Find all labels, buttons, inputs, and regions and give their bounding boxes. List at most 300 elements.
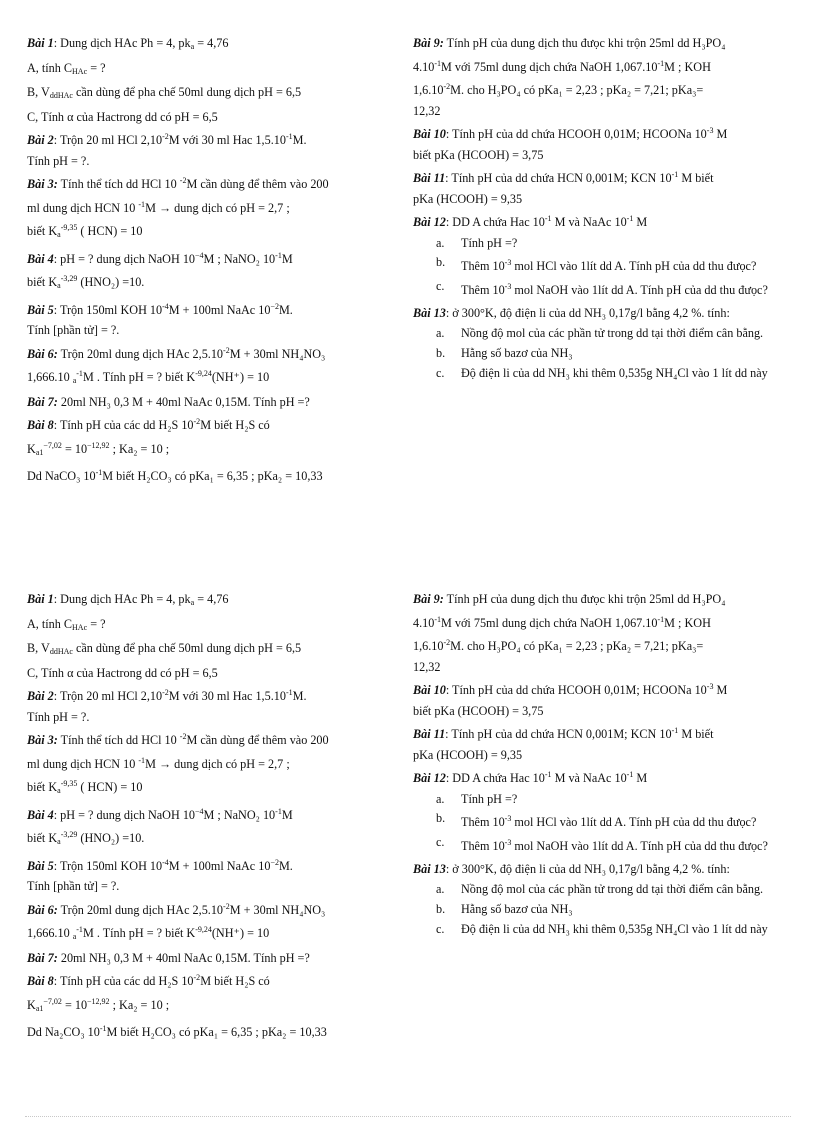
text-run: (HNO₂) =10 xyxy=(77,831,142,845)
text-run: : Tính pH của dd chứa HCN 0,001M; KCN 10 xyxy=(445,727,672,741)
text-run: M . Tính pH = ? biết K xyxy=(82,926,196,940)
superscript: -3 xyxy=(706,682,714,691)
text-run: biết K xyxy=(27,275,58,289)
superscript: -1 xyxy=(275,250,282,260)
exercise-heading xyxy=(413,165,799,189)
exercise-number: Bài 5 xyxy=(27,302,54,317)
sub-question xyxy=(413,833,799,857)
text-run: ; xyxy=(162,441,170,456)
text-run: B, V xyxy=(27,641,50,655)
sub-question-label: c. xyxy=(436,921,445,936)
superscript: -1 xyxy=(95,468,103,477)
exercise-heading xyxy=(413,677,799,701)
sub-question-label: c. xyxy=(436,834,445,849)
sub-question-text xyxy=(461,899,799,920)
exercise-number: Bài 1 xyxy=(27,592,54,606)
text-run: Tính [phần tử] = ?. xyxy=(27,323,120,337)
text-run: Nồng độ mol của các phần tử trong dd tại thời điểm cân bằng. xyxy=(461,325,764,340)
exercise-heading xyxy=(413,33,799,54)
text-run: 4.10 xyxy=(413,59,435,74)
superscript: -2 xyxy=(223,901,230,911)
sub-question xyxy=(413,324,799,344)
page-footer-divider xyxy=(25,1116,791,1117)
text-run: Tính thể tích dd HCl 10 xyxy=(57,733,180,747)
superscript: -1 xyxy=(626,214,634,223)
text-run: = 4,76 xyxy=(194,592,229,606)
text-run: (NH⁺) = 10 xyxy=(211,370,270,384)
text-run: M. cho H₃PO₄ có pKa₁ = 2,23 ; pKa₂ = 7,21; pKa₃= xyxy=(450,83,704,97)
text-run: Dd Na₂CO₃ 10 xyxy=(27,1025,100,1039)
text-run: = ? xyxy=(87,616,106,631)
superscript: -9,35 xyxy=(60,223,78,232)
text-run: Thêm 10 xyxy=(461,838,505,853)
sub-question xyxy=(413,253,799,277)
superscript: −7,02 xyxy=(43,996,62,1006)
text-run: biết K xyxy=(27,224,58,238)
exercise-number: Bài 13 xyxy=(413,862,446,876)
exercise-number: Bài 2 xyxy=(27,133,54,147)
text-run: ml dung dịch HCN 10 xyxy=(27,756,139,771)
text-run: M + 100ml NaAc 10 xyxy=(168,302,271,317)
text-run: M và NaAc 10 xyxy=(551,771,627,785)
exercise-heading xyxy=(27,683,405,707)
text-run: Nồng độ mol của các phần tử trong dd tại thời điểm cân bằng. xyxy=(461,881,764,896)
superscript: -1 xyxy=(275,806,282,816)
exercise-line xyxy=(27,195,405,219)
text-run: 4.10 xyxy=(413,615,435,630)
superscript: -2 xyxy=(162,132,169,141)
text-run: M . Tính pH = ? biết K xyxy=(82,370,196,384)
text-run: M ; NaNO₂ 10 xyxy=(203,251,276,266)
text-run: C, Tính α của Hac xyxy=(27,109,117,124)
text-run: Tính pH = ?. xyxy=(27,709,90,724)
exercise-line xyxy=(413,189,799,210)
exercise-number: Bài 9: xyxy=(413,592,444,606)
superscript: −2 xyxy=(270,301,279,311)
superscript: -9,24 xyxy=(195,925,212,934)
text-run: M ; KOH xyxy=(664,59,711,74)
text-run: = 10 xyxy=(61,441,88,456)
text-run: 12,32 xyxy=(413,103,441,118)
superscript: -2 xyxy=(162,688,169,697)
superscript: -3 xyxy=(504,281,512,291)
superscript: -1 xyxy=(76,369,83,378)
subscript: a xyxy=(72,932,77,941)
sub-question xyxy=(413,809,799,833)
text-run: B, V xyxy=(27,85,50,99)
right-column xyxy=(413,589,799,939)
text-run: : Dung dịch HAc Ph = 4, pk xyxy=(53,592,191,606)
exercise-line xyxy=(413,145,799,166)
text-run: : Tính pH của dd chứa HCOOH 0,01M; HCOONa 10 xyxy=(445,127,707,141)
exercise-heading xyxy=(27,802,405,826)
exercise-heading xyxy=(27,948,405,969)
text-run: Tính thể tích dd HCl 10 xyxy=(57,177,180,191)
superscript: −2 xyxy=(270,857,279,867)
superscript: -1 xyxy=(657,614,665,624)
text-run: M → dung dịch có pH = 2,7 ; xyxy=(145,756,290,771)
exercise-number: Bài 12 xyxy=(413,215,446,229)
exercise-line xyxy=(413,610,799,634)
text-run: 1,666.10 xyxy=(27,926,73,940)
text-run: M xyxy=(713,127,728,141)
superscript: -1 xyxy=(544,214,552,223)
sub-question-label: b. xyxy=(436,346,446,360)
superscript: −7,02 xyxy=(43,440,62,450)
exercise-line xyxy=(413,54,799,78)
text-run: M xyxy=(713,683,728,697)
exercise-heading xyxy=(413,721,799,745)
superscript: -1 xyxy=(138,199,146,209)
text-run: biết pKa (HCOOH) = 3,75 xyxy=(413,147,544,162)
superscript: −12,92 xyxy=(87,440,110,450)
superscript: -3,29 xyxy=(60,830,78,839)
text-run: M. cho H₃PO₄ có pKa₁ = 2,23 ; pKa₂ = 7,21; pKa₃= xyxy=(450,639,704,653)
exercise-heading xyxy=(27,127,405,151)
text-run: : ở 300°K, độ điện li của dd NH₃ 0,17g/l bằng 4,2 %. tính: xyxy=(445,306,730,320)
sub-question-label: a. xyxy=(436,325,445,340)
text-run: = 10 xyxy=(61,997,88,1012)
superscript: -3 xyxy=(706,126,714,135)
superscript: -2 xyxy=(179,176,187,185)
text-run: ( HCN) = 10 xyxy=(77,224,143,238)
exercise-line xyxy=(27,707,405,728)
exercise-number: Bài 3: xyxy=(27,733,58,747)
sub-question xyxy=(413,789,799,810)
sub-question-text xyxy=(461,343,799,364)
exercise-number: Bài 5 xyxy=(27,858,54,873)
exercise-number: Bài 8 xyxy=(27,418,54,432)
text-run: 20ml NH₃ 0,3 M + 40ml NaAc 0,15M. Tính pH =? xyxy=(57,950,310,965)
text-run: M với 30 ml Hac 1,5.10 xyxy=(168,689,286,703)
text-run: : Trộn 150ml KOH 10 xyxy=(53,858,163,873)
text-run: Thêm 10 xyxy=(461,259,505,273)
text-run: Tính pH của dung dịch thu đưọc khi trộn 25ml dd H₃PO₄ xyxy=(443,36,726,50)
text-run: ml dung dịch HCN 10 xyxy=(27,200,139,215)
text-run: M biết xyxy=(678,727,714,741)
subscript: ddHAc xyxy=(49,91,73,100)
text-run: : Tính pH của các dd H₂S 10 xyxy=(53,418,194,432)
subscript: a xyxy=(57,230,61,239)
text-run: M cần dùng để thêm vào 200 xyxy=(186,733,329,747)
exercise-line xyxy=(27,463,405,487)
superscript: -1 xyxy=(671,170,679,179)
text-run: M biết H₂CO₃ có pKa₁ = 6,35 ; pKa₂ = 10,33 xyxy=(102,469,323,483)
subscript: a xyxy=(57,786,61,795)
text-run: : Tính pH của các dd H₂S 10 xyxy=(53,974,194,988)
exercise-number: Bài 8 xyxy=(27,974,54,988)
text-run: trong dd có pH = 6,5 xyxy=(116,665,218,680)
text-run: . xyxy=(141,831,145,845)
text-run: M biết H₂CO₃ có pKa₁ = 6,35 ; pKa₂ = 10,33 xyxy=(106,1025,327,1039)
subscript: a xyxy=(57,281,61,290)
superscript: -2 xyxy=(193,417,201,426)
sub-question-text xyxy=(461,880,799,900)
exercise-line xyxy=(27,751,405,775)
exercise-line xyxy=(27,614,405,639)
text-run: Tính pH =? xyxy=(461,791,518,806)
text-run: pKa (HCOOH) = 9,35 xyxy=(413,191,523,206)
text-run: = 4,76 xyxy=(194,36,229,50)
superscript: -1 xyxy=(544,770,552,779)
text-run: M với 75ml dung dịch chứa NaOH 1,067.10 xyxy=(441,59,658,74)
exercise-heading xyxy=(27,341,405,365)
text-run: Trộn 20ml dung dịch HAc 2,5.10 xyxy=(57,346,224,361)
superscript: -1 xyxy=(626,770,634,779)
subscript: a1 xyxy=(35,447,44,457)
text-run: trong dd có pH = 6,5 xyxy=(116,109,218,124)
exercise-line xyxy=(27,436,405,464)
exercise-heading xyxy=(27,33,405,58)
exercise-heading xyxy=(27,727,405,751)
text-run: M biết H₂S có xyxy=(200,418,270,432)
exercise-number: Bài 7: xyxy=(27,950,58,965)
exercise-heading xyxy=(413,765,799,789)
text-run: pKa (HCOOH) = 9,35 xyxy=(413,747,523,762)
superscript: -3 xyxy=(504,837,512,847)
superscript: -1 xyxy=(138,755,146,765)
text-run: A, tính C xyxy=(27,616,73,631)
sub-question-text xyxy=(461,920,799,940)
text-run: 1,6.10 xyxy=(413,639,444,653)
text-run: K xyxy=(27,441,36,456)
exercise-line xyxy=(27,774,405,802)
sub-question-text xyxy=(461,253,799,277)
exercise-line xyxy=(27,1019,405,1043)
exercise-line xyxy=(27,920,405,948)
exercise-heading xyxy=(413,589,799,610)
text-run: Tính [phần tử] = ?. xyxy=(27,879,120,893)
superscript: -3 xyxy=(504,258,512,267)
text-run: biết K xyxy=(27,831,58,845)
text-run: M xyxy=(281,807,293,822)
text-run: : Trộn 150ml KOH 10 xyxy=(53,302,163,317)
exercise-line xyxy=(413,701,799,722)
text-run: : pH = ? dung dịch NaOH 10 xyxy=(53,251,196,266)
exercise-number: Bài 13 xyxy=(413,306,446,320)
superscript: -1 xyxy=(285,132,293,141)
text-run: M xyxy=(281,251,293,266)
worksheet-copy-2 xyxy=(0,589,816,1059)
superscript: -2 xyxy=(179,732,187,741)
text-run: mol NaOH vào 1lít dd A. Tính pH của dd thu đưọc? xyxy=(511,838,768,853)
sub-question xyxy=(413,364,799,384)
sub-question-text xyxy=(461,364,799,384)
exercise-heading xyxy=(27,392,405,413)
sub-question-label: c. xyxy=(436,365,445,380)
subscript: a xyxy=(57,837,61,846)
text-run: biết K xyxy=(27,780,58,794)
sub-question-label: a. xyxy=(436,235,445,250)
sub-question-text xyxy=(461,809,799,833)
sub-question-label: b. xyxy=(436,811,446,825)
exercise-line xyxy=(27,638,405,663)
text-run: (HNO₂) =10 xyxy=(77,275,142,289)
superscript: -3,29 xyxy=(60,274,78,283)
superscript: -1 xyxy=(76,925,83,934)
text-run: : Tính pH của dd chứa HCN 0,001M; KCN 10 xyxy=(445,171,672,185)
text-run: M + 100ml NaAc 10 xyxy=(168,858,271,873)
text-run: M + 30ml NH₄NO₃ xyxy=(229,902,326,917)
text-run: ; Ka₂ = 10 xyxy=(109,441,163,456)
exercise-line xyxy=(413,745,799,766)
text-run: Độ điện li của dd NH₃ khi thêm 0,535g NH₄Cl vào 1 lít dd này xyxy=(461,921,768,936)
text-run: K xyxy=(27,997,36,1012)
superscript: -2 xyxy=(443,82,451,91)
text-run: : DD A chứa Hac 10 xyxy=(445,771,545,785)
exercise-heading xyxy=(27,246,405,270)
text-run: ( HCN) = 10 xyxy=(77,780,143,794)
text-run: ; Ka₂ = 10 xyxy=(109,997,163,1012)
exercise-line xyxy=(27,58,405,83)
sub-question-text xyxy=(461,277,799,301)
text-run: : DD A chứa Hac 10 xyxy=(445,215,545,229)
superscript: -2 xyxy=(443,638,451,647)
text-run: M → dung dịch có pH = 2,7 ; xyxy=(145,200,290,215)
exercise-heading xyxy=(413,859,799,880)
exercise-line xyxy=(27,151,405,172)
sub-question-label: a. xyxy=(436,881,445,896)
text-run: M. xyxy=(278,858,293,873)
sub-question xyxy=(413,880,799,900)
subscript: a xyxy=(72,376,77,385)
exercise-line xyxy=(27,663,405,684)
exercise-heading xyxy=(27,412,405,436)
superscript: -1 xyxy=(434,58,441,68)
exercise-heading xyxy=(27,171,405,195)
exercise-line xyxy=(27,992,405,1020)
superscript: -1 xyxy=(99,1024,107,1033)
text-run: Tính pH = ?. xyxy=(27,153,90,168)
sub-question-label: a. xyxy=(436,791,445,806)
text-run: Độ điện li của dd NH₃ khi thêm 0,535g NH₄Cl vào 1 lít dd này xyxy=(461,365,768,380)
exercise-heading xyxy=(27,297,405,321)
text-run: Hằng số bazơ của NH₃ xyxy=(461,346,573,360)
exercise-line xyxy=(27,107,405,128)
text-run: mol HCl vào 1lít dd A. Tính pH của dd thu đưọc? xyxy=(511,815,757,829)
superscript: -4 xyxy=(162,857,169,867)
text-run: 1,666.10 xyxy=(27,370,73,384)
superscript: -9,35 xyxy=(60,779,78,788)
exercise-number: Bài 12 xyxy=(413,771,446,785)
exercise-heading xyxy=(27,589,405,614)
text-run: M + 30ml NH₄NO₃ xyxy=(229,346,326,361)
superscript: -2 xyxy=(193,973,201,982)
sub-question-text xyxy=(461,789,799,810)
exercise-heading xyxy=(27,968,405,992)
text-run: Dd NaCO₃ 10 xyxy=(27,469,96,483)
exercise-heading xyxy=(413,303,799,324)
text-run: Tính pH của dung dịch thu đưọc khi trộn 25ml dd H₃PO₄ xyxy=(443,592,726,606)
text-run: . xyxy=(141,275,145,289)
text-run: Trộn 20ml dung dịch HAc 2,5.10 xyxy=(57,902,224,917)
exercise-number: Bài 3: xyxy=(27,177,58,191)
exercise-line xyxy=(27,364,405,392)
right-column xyxy=(413,33,799,383)
text-run: Hằng số bazơ của NH₃ xyxy=(461,902,573,916)
subscript: HAc xyxy=(72,66,88,76)
sub-question xyxy=(413,920,799,940)
exercise-line xyxy=(27,82,405,107)
text-run: M xyxy=(633,215,648,229)
text-run: : pH = ? dung dịch NaOH 10 xyxy=(53,807,196,822)
text-run: M. xyxy=(278,302,293,317)
exercise-number: Bài 4 xyxy=(27,807,54,822)
exercise-number: Bài 11 xyxy=(413,727,446,741)
sub-question-text xyxy=(461,233,799,254)
superscript: -1 xyxy=(671,726,679,735)
exercise-line xyxy=(27,825,405,853)
text-run: ; xyxy=(162,997,170,1012)
exercise-heading xyxy=(27,853,405,877)
exercise-line xyxy=(27,320,405,341)
exercise-heading xyxy=(27,897,405,921)
exercise-line xyxy=(413,77,799,101)
sub-question-label: c. xyxy=(436,278,445,293)
exercise-number: Bài 1 xyxy=(27,36,54,50)
text-run: 12,32 xyxy=(413,659,441,674)
text-run: cần dùng để pha chế 50ml dung dịch pH = 6,5 xyxy=(72,85,302,99)
text-run: Thêm 10 xyxy=(461,282,505,297)
subscript: a xyxy=(190,42,195,51)
exercise-line xyxy=(413,657,799,678)
sub-question-text xyxy=(461,833,799,857)
text-run: : ở 300°K, độ điện li của dd NH₃ 0,17g/l bằng 4,2 %. tính: xyxy=(445,862,730,876)
text-run: Tính pH =? xyxy=(461,235,518,250)
sub-question xyxy=(413,899,799,920)
text-run: : Trộn 20 ml HCl 2,10 xyxy=(53,133,163,147)
text-run: mol NaOH vào 1lít dd A. Tính pH của dd thu đưọc? xyxy=(511,282,768,297)
exercise-number: Bài 9: xyxy=(413,36,444,50)
worksheet-copy-1 xyxy=(0,33,816,503)
text-run: M biết xyxy=(678,171,714,185)
subscript: a xyxy=(190,598,195,607)
text-run: M biết H₂S có xyxy=(200,974,270,988)
superscript: -1 xyxy=(285,688,293,697)
text-run: : Tính pH của dd chứa HCOOH 0,01M; HCOONa 10 xyxy=(445,683,707,697)
sub-question-label: b. xyxy=(436,255,446,269)
superscript: −4 xyxy=(195,806,204,816)
text-run: Thêm 10 xyxy=(461,815,505,829)
exercise-line xyxy=(27,269,405,297)
exercise-number: Bài 6: xyxy=(27,902,58,917)
superscript: -1 xyxy=(434,614,441,624)
sub-question-text xyxy=(461,324,799,344)
text-run: : Trộn 20 ml HCl 2,10 xyxy=(53,689,163,703)
superscript: -3 xyxy=(504,814,512,823)
text-run: M cần dùng để thêm vào 200 xyxy=(186,177,329,191)
sub-question-label: b. xyxy=(436,902,446,916)
text-run: C, Tính α của Hac xyxy=(27,665,117,680)
text-run: M ; KOH xyxy=(664,615,711,630)
superscript: -4 xyxy=(162,301,169,311)
text-run: M với 30 ml Hac 1,5.10 xyxy=(168,133,286,147)
text-run: M xyxy=(633,771,648,785)
exercise-number: Bài 10 xyxy=(413,683,446,697)
exercise-line xyxy=(413,633,799,657)
exercise-heading xyxy=(413,209,799,233)
exercise-number: Bài 4 xyxy=(27,251,54,266)
text-run: biết pKa (HCOOH) = 3,75 xyxy=(413,703,544,718)
superscript: −4 xyxy=(195,250,204,260)
left-column xyxy=(27,33,405,487)
text-run: M. xyxy=(292,133,307,147)
text-run: 20ml NH₃ 0,3 M + 40ml NaAc 0,15M. Tính pH =? xyxy=(57,394,310,409)
exercise-line xyxy=(413,101,799,122)
exercise-number: Bài 11 xyxy=(413,171,446,185)
sub-question xyxy=(413,343,799,364)
exercise-number: Bài 7: xyxy=(27,394,58,409)
